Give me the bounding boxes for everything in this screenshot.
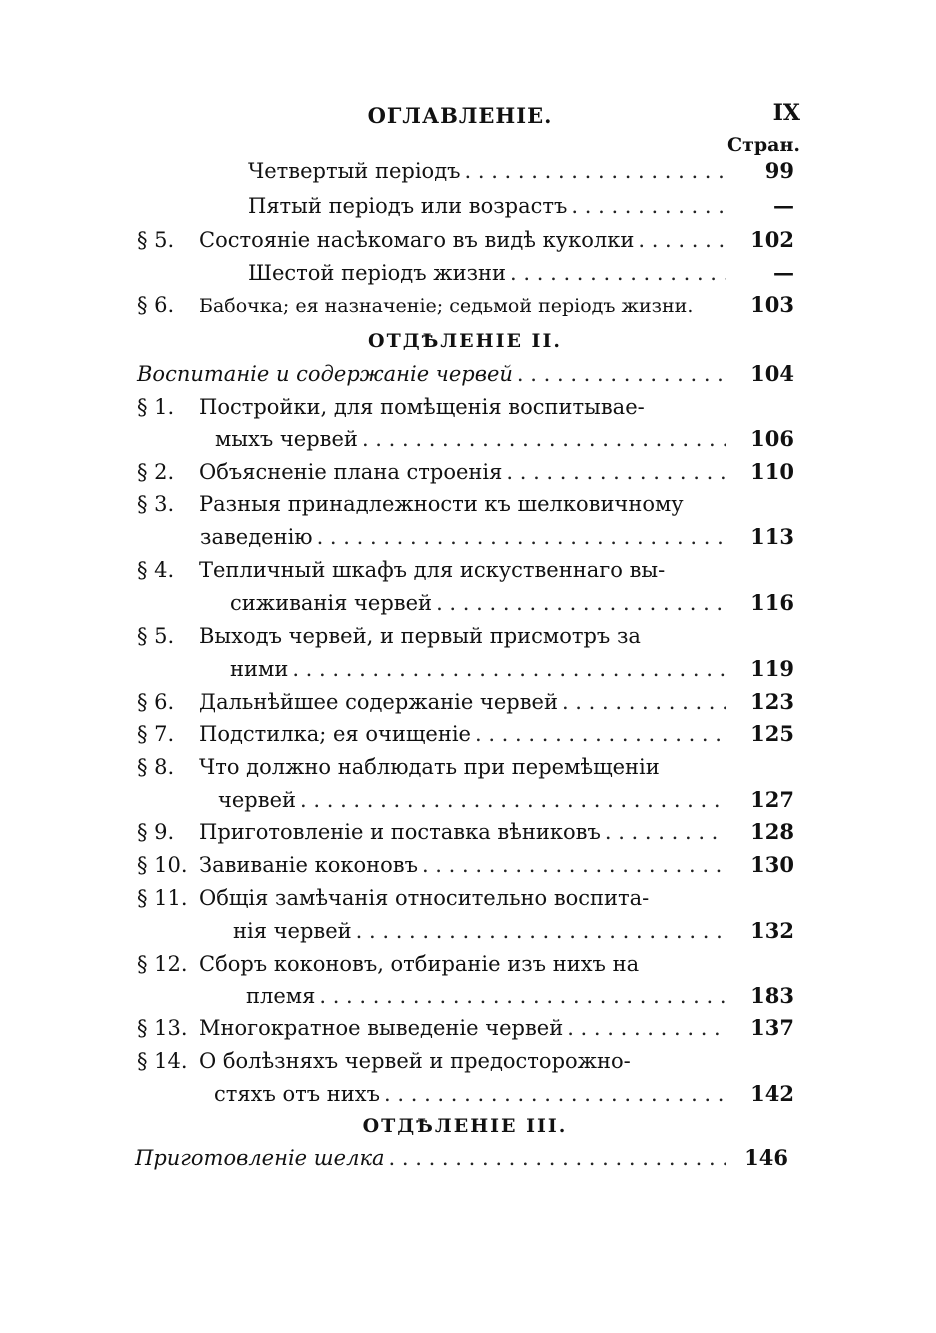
section-number: § 7. xyxy=(137,722,175,746)
leader-dots xyxy=(389,1142,726,1174)
entry-text: О болѣзняхъ червей и предосторожно- xyxy=(199,1049,631,1073)
entry-text: Сборъ коконовъ, отбираніе изъ нихъ на xyxy=(199,952,640,976)
section-number: § 13. xyxy=(137,1016,188,1040)
leader-dots xyxy=(317,521,726,553)
toc-entry xyxy=(137,849,726,881)
entry-text: Многократное выведеніе червей xyxy=(199,1016,564,1040)
toc-entry-continuation xyxy=(246,980,726,1012)
leader-dots xyxy=(571,190,726,222)
leader-dots xyxy=(510,257,726,289)
toc-entry-continuation xyxy=(200,521,726,553)
toc-entry-continuation xyxy=(214,1078,726,1110)
section-number: § 12. xyxy=(137,952,188,976)
section-number: § 14. xyxy=(137,1049,188,1073)
entry-page: 127 xyxy=(750,787,794,812)
entry-text: заведенію xyxy=(200,525,313,549)
toc-entry xyxy=(248,257,726,289)
section-title: Воспитаніе и содержаніе червей xyxy=(137,362,513,386)
entry-text: племя xyxy=(246,984,316,1008)
toc-entry xyxy=(137,554,726,586)
entry-page: 103 xyxy=(750,292,794,317)
leader-dots xyxy=(562,686,726,718)
leader-dots xyxy=(319,980,726,1012)
section-number: § 3. xyxy=(137,492,175,516)
leader-dots xyxy=(422,849,726,881)
entry-text: Бабочка; ея назначеніе; седьмой періодъ жизни. xyxy=(199,295,694,317)
toc-entry-continuation xyxy=(230,653,726,685)
toc-entry xyxy=(137,620,726,652)
entry-page: 116 xyxy=(750,590,794,615)
entry-text: Выходъ червей, и первый присмотръ за xyxy=(199,624,641,648)
entry-page: 102 xyxy=(750,227,794,252)
entry-text: Что должно наблюдать при перемѣщеніи xyxy=(199,755,660,779)
entry-page: 125 xyxy=(750,721,794,746)
toc-entry xyxy=(137,456,726,488)
entry-page: — xyxy=(773,193,794,218)
toc-entry xyxy=(137,1012,726,1044)
entry-text: Приготовленіе и поставка вѣниковъ xyxy=(199,820,601,844)
entry-page: 110 xyxy=(750,459,794,484)
toc-entry xyxy=(137,224,726,256)
toc-entry xyxy=(248,155,726,187)
entry-text: Завиваніе коконовъ xyxy=(199,853,418,877)
entry-text: стяхъ отъ нихъ xyxy=(214,1082,381,1106)
toc-entry-continuation xyxy=(233,915,726,947)
entry-text: сиживанія червей xyxy=(230,591,433,615)
entry-text: Шестой періодъ жизни xyxy=(248,261,507,285)
leader-dots xyxy=(517,358,726,390)
toc-entry xyxy=(137,882,737,914)
toc-entry xyxy=(137,686,726,718)
toc-entry xyxy=(248,190,726,222)
entry-text: Объясненіе плана строенія xyxy=(199,460,503,484)
leader-dots xyxy=(300,784,726,816)
entry-text: Пятый періодъ или возрастъ xyxy=(248,194,568,218)
entry-page: 146 xyxy=(744,1145,788,1170)
leader-dots xyxy=(356,915,726,947)
entry-page: 113 xyxy=(750,524,794,549)
leader-dots xyxy=(506,456,726,488)
toc-entry-continuation xyxy=(215,423,726,455)
toc-entry xyxy=(137,718,726,750)
toc-entry xyxy=(137,289,737,321)
entry-text: Тепличный шкафъ для искуственнаго вы- xyxy=(199,558,666,582)
entry-text: Подстилка; ея очищеніе xyxy=(199,722,471,746)
entry-text: Состояніе насѣкомаго въ видѣ куколки xyxy=(199,228,635,252)
entry-text: Дальнѣйшее содержаніе червей xyxy=(199,690,558,714)
leader-dots xyxy=(292,653,726,685)
section-number: § 2. xyxy=(137,460,175,484)
entry-page: 123 xyxy=(750,689,794,714)
section-number: § 5. xyxy=(137,228,175,252)
leader-dots xyxy=(362,423,726,455)
toc-entry xyxy=(137,751,737,783)
entry-page: 99 xyxy=(764,158,794,183)
entry-page: 128 xyxy=(750,819,794,844)
entry-text: червей xyxy=(218,788,297,812)
section-number: § 5. xyxy=(137,624,175,648)
toc-entry xyxy=(137,391,726,423)
page-number: IX xyxy=(772,100,800,126)
entry-page: — xyxy=(773,260,794,285)
entry-text: Общія замѣчанія относительно воспита- xyxy=(199,886,650,910)
entry-text: ними xyxy=(230,657,289,681)
section-number: § 4. xyxy=(137,558,175,582)
page-column-label: Стран. xyxy=(726,134,800,156)
leader-dots xyxy=(475,718,726,750)
entry-page: 104 xyxy=(750,361,794,386)
entry-text: Четвертый періодъ xyxy=(248,159,461,183)
leader-dots xyxy=(384,1078,726,1110)
entry-text: Постройки, для помѣщенія воспитывае- xyxy=(199,395,645,419)
entry-page: 130 xyxy=(750,852,794,877)
section-number: § 1. xyxy=(137,395,175,419)
toc-entry xyxy=(137,488,737,520)
entry-page: 137 xyxy=(750,1015,794,1040)
toc-section-title xyxy=(137,358,726,390)
toc-section-title xyxy=(135,1142,726,1174)
section-heading: ОТДѢЛЕНІЕ II. xyxy=(368,330,562,352)
entry-page: 132 xyxy=(750,918,794,943)
section-heading: ОТДѢЛЕНІЕ III. xyxy=(362,1115,568,1137)
leader-dots xyxy=(465,155,727,187)
section-number: § 8. xyxy=(137,755,175,779)
entry-text: мыхъ червей xyxy=(215,427,358,451)
leader-dots xyxy=(567,1012,726,1044)
toc-entry-continuation xyxy=(230,587,726,619)
toc-entry-continuation xyxy=(218,784,726,816)
entry-text: нія червей xyxy=(233,919,352,943)
leader-dots xyxy=(638,224,726,256)
entry-text: Разныя принадлежности къ шелковичному xyxy=(199,492,684,516)
entry-page: 142 xyxy=(750,1081,794,1106)
section-number: § 6. xyxy=(137,690,175,714)
toc-entry xyxy=(137,948,726,980)
section-number: § 11. xyxy=(137,886,188,910)
running-title: ОГЛАВЛЕНІЕ. xyxy=(367,103,553,128)
entry-page: 119 xyxy=(750,656,794,681)
section-title: Приготовленіе шелка xyxy=(135,1146,385,1170)
leader-dots xyxy=(605,816,726,848)
entry-page: 183 xyxy=(750,983,794,1008)
section-number: § 10. xyxy=(137,853,188,877)
entry-page: 106 xyxy=(750,426,794,451)
section-number: § 6. xyxy=(137,293,175,317)
section-number: § 9. xyxy=(137,820,175,844)
toc-entry xyxy=(137,1045,726,1077)
toc-entry xyxy=(137,816,726,848)
leader-dots xyxy=(436,587,726,619)
